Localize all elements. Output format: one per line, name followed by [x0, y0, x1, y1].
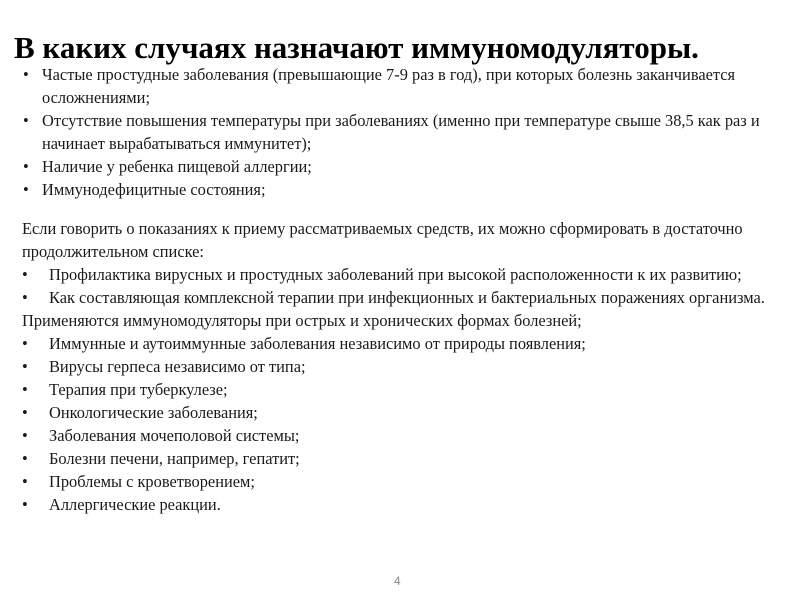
intro-paragraph: Если говорить о показаниях к приему рассматриваемых средств, их можно сформировать в достаточно продолжительном списке:: [22, 219, 743, 261]
bullet-icon: •: [22, 334, 28, 353]
bullet-icon: •: [22, 472, 28, 491]
bullet-icon: •: [22, 449, 28, 468]
bullet-icon: •: [22, 288, 28, 307]
list-item-text: Аллергические реакции.: [49, 495, 221, 514]
bullet-icon: •: [22, 357, 28, 376]
bullet-icon: •: [23, 65, 29, 84]
list-item: [22, 447, 782, 470]
bullet-icon: •: [23, 157, 29, 176]
list-item: [22, 401, 782, 424]
indications-list: [22, 263, 782, 516]
list-item: [22, 470, 782, 493]
list-item-text: Отсутствие повышения температуры при заболеваниях (именно при температуре свыше 38,5 как раз и начинает вырабатываться иммунитет);: [42, 111, 760, 153]
bullet-icon: •: [22, 426, 28, 445]
list-item: [22, 155, 782, 178]
list-item-text: Иммунодефицитные состояния;: [42, 180, 266, 199]
bullet-icon: •: [22, 403, 28, 422]
list-item-text: Болезни печени, например, гепатит;: [49, 449, 300, 468]
list-item-text: Профилактика вирусных и простудных заболеваний при высокой расположенности к их развитию;: [49, 265, 742, 284]
bullet-icon: •: [22, 380, 28, 399]
list-item-text: Терапия при туберкулезе;: [49, 380, 228, 399]
list-item-text: Частые простудные заболевания (превышающие 7-9 раз в год), при которых болезнь заканчивается осложнениями;: [42, 65, 736, 107]
page-number: 4: [394, 574, 401, 588]
bullet-icon: •: [22, 495, 28, 514]
bullet-icon: •: [23, 111, 29, 130]
bullet-list: [22, 63, 782, 201]
list-item-text: Заболевания мочеполовой системы;: [49, 426, 300, 445]
list-item: [22, 355, 782, 378]
list-item-text: Онкологические заболевания;: [49, 403, 258, 422]
list-item: [22, 332, 782, 355]
bullet-icon: •: [22, 265, 28, 284]
list-item-text: Вирусы герпеса независимо от типа;: [49, 357, 306, 376]
list-item-text: Проблемы с кроветворением;: [49, 472, 255, 491]
list-item-text: Иммунные и аутоиммунные заболевания независимо от природы появления;: [49, 334, 586, 353]
bullet-icon: •: [23, 180, 29, 199]
list-item: [22, 63, 782, 109]
list-item: [22, 109, 782, 155]
list-item: [22, 263, 782, 286]
indications-section: [22, 217, 782, 516]
list-item: [22, 424, 782, 447]
slide-title: В каких случаях назначают иммуномодуляторы.: [14, 29, 699, 65]
list-item: [22, 178, 782, 201]
list-item: [22, 378, 782, 401]
list-item: [22, 493, 782, 516]
list-item-text: Как составляющая комплексной терапии при инфекционных и бактериальных поражениях организма. Применяются иммуномодуляторы при острых и хронических формах болезней;: [22, 288, 765, 330]
list-item: [22, 286, 782, 332]
list-item-text: Наличие у ребенка пищевой аллергии;: [42, 157, 312, 176]
